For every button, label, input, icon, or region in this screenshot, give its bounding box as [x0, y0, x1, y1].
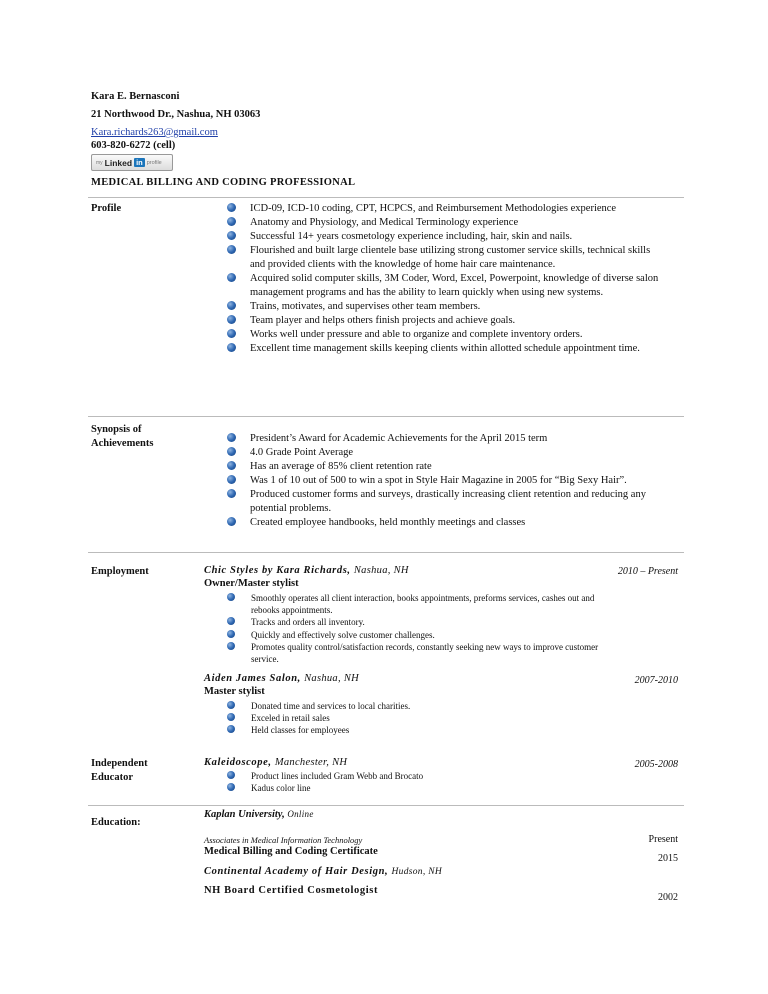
school-location: Hudson, NH — [391, 867, 442, 877]
list-item: Donated time and services to local charities. — [227, 700, 607, 712]
list-item: Acquired solid computer skills, 3M Coder, Word, Excel, Powerpoint, knowledge of diverse salon management programs and has the ability to learn quickly when using new systems. — [227, 272, 667, 300]
list-item: Flourished and built large clientele base utilizing strong customer service skills, technical skills and provided clients with the knowledge of home hair care maintenance. — [227, 244, 667, 272]
educator-label-line2: Educator — [91, 772, 133, 783]
bullet-icon — [227, 461, 236, 470]
bullet-icon — [227, 231, 236, 240]
bullet-icon — [227, 447, 236, 456]
list-item: Trains, motivates, and supervises other team members. — [227, 300, 667, 314]
certificate-date: 2015 — [658, 853, 678, 864]
list-item: Quickly and effectively solve customer challenges. — [227, 629, 607, 641]
bullet-icon — [227, 593, 235, 601]
job-dates: 2010 – Present — [617, 566, 678, 577]
list-item: Excellent time management skills keeping clients within allotted schedule appointment time. — [227, 342, 667, 356]
degree: Associates in Medical Information Technology — [204, 835, 363, 845]
bullet-icon — [227, 217, 236, 226]
list-item: Smoothly operates all client interaction, books appointments, preforms services, cashes out and rebooks appointments. — [227, 592, 607, 616]
bullet-icon — [227, 517, 236, 526]
employment-label: Employment — [91, 566, 149, 577]
job-dates: 2007-2010 — [634, 675, 678, 686]
contact-address: 21 Northwood Dr., Nashua, NH 03063 — [91, 109, 261, 120]
bullet-icon — [227, 329, 236, 338]
email-link[interactable]: Kara.richards263@gmail.com — [91, 127, 218, 138]
job-location: Nashua, NH — [304, 673, 360, 684]
divider — [88, 552, 684, 553]
linkedin-wordmark: Linked — [104, 157, 133, 168]
headline: MEDICAL BILLING AND CODING PROFESSIONAL — [91, 177, 356, 188]
linkedin-profile-badge[interactable] — [91, 154, 173, 171]
license: NH Board Certified Cosmetologist — [204, 885, 379, 896]
school-location: Online — [287, 809, 314, 819]
list-item: Anatomy and Physiology, and Medical Terminology experience — [227, 216, 667, 230]
bullet-icon — [227, 617, 235, 625]
license-date: 2002 — [658, 892, 678, 903]
job-duties-list — [227, 592, 607, 665]
list-item: Produced customer forms and surveys, drastically increasing client retention and reducing any potential problems. — [227, 488, 667, 516]
list-item: Tracks and orders all inventory. — [227, 616, 607, 628]
list-item: Successful 14+ years cosmetology experience including, hair, skin and nails. — [227, 230, 667, 244]
bullet-icon — [227, 783, 235, 791]
bullet-icon — [227, 475, 236, 484]
educator-label — [91, 757, 148, 785]
bullet-icon — [227, 245, 236, 254]
bullet-icon — [227, 273, 236, 282]
education-label: Education: — [91, 817, 141, 828]
bullet-icon — [227, 713, 235, 721]
list-item: Created employee handbooks, held monthly meetings and classes — [227, 516, 667, 530]
bullet-icon — [227, 203, 236, 212]
list-item: Works well under pressure and able to organize and complete inventory orders. — [227, 328, 667, 342]
achievements-label — [91, 423, 153, 451]
degree-date: Present — [648, 834, 678, 845]
bullet-icon — [227, 725, 235, 733]
achievements-label-line1: Synopsis of — [91, 424, 142, 435]
divider — [88, 805, 684, 806]
bullet-icon — [227, 771, 235, 779]
list-item: Was 1 of 10 out of 500 to win a spot in Style Hair Magazine in 2005 for “Big Sexy Hair”. — [227, 474, 667, 488]
school-name: Continental Academy of Hair Design, Hudson, NH — [204, 866, 442, 877]
list-item: Exceled in retail sales — [227, 712, 607, 724]
job-role: Owner/Master stylist — [204, 578, 299, 589]
list-item: ICD-09, ICD-10 coding, CPT, HCPCS, and Reimbursement Methodologies experience — [227, 202, 667, 216]
job-company: Chic Styles by Kara Richards, Nashua, NH — [204, 565, 409, 576]
linkedin-profile-text: profile — [146, 159, 162, 166]
certificate: Medical Billing and Coding Certificate — [204, 846, 378, 857]
educator-label-line1: Independent — [91, 758, 148, 769]
bullet-icon — [227, 489, 236, 498]
educator-company: Kaleidoscope, Manchester, NH — [204, 757, 348, 768]
list-item: Team player and helps others finish projects and achieve goals. — [227, 314, 667, 328]
educator-location: Manchester, NH — [274, 757, 348, 768]
list-item: Kadus color line — [227, 782, 607, 794]
list-item: Promotes quality control/satisfaction records, constantly seeking new ways to improve customer service. — [227, 641, 607, 665]
list-item: Held classes for employees — [227, 724, 607, 736]
bullet-icon — [227, 433, 236, 442]
achievements-list — [227, 432, 667, 530]
list-item: Product lines included Gram Webb and Brocato — [227, 770, 607, 782]
achievements-label-line2: Achievements — [91, 438, 154, 449]
bullet-icon — [227, 642, 235, 650]
contact-phone: 603-820-6272 (cell) — [91, 140, 176, 151]
educator-dates: 2005-2008 — [634, 759, 678, 770]
job-company: Aiden James Salon, Nashua, NH — [204, 673, 360, 684]
contact-name: Kara E. Bernasconi — [91, 91, 180, 102]
educator-list — [227, 770, 607, 794]
bullet-icon — [227, 701, 235, 709]
list-item: 4.0 Grade Point Average — [227, 446, 667, 460]
bullet-icon — [227, 343, 236, 352]
linkedin-my: my — [96, 159, 103, 166]
profile-list — [227, 202, 667, 356]
profile-label: Profile — [91, 203, 122, 214]
divider — [88, 416, 684, 417]
school-name: Kaplan University, Online — [204, 809, 314, 820]
bullet-icon — [227, 630, 235, 638]
linkedin-in-icon: in — [136, 158, 143, 167]
bullet-icon — [227, 315, 236, 324]
job-location: Nashua, NH — [353, 565, 409, 576]
divider — [88, 197, 684, 198]
job-role: Master stylist — [204, 686, 265, 697]
bullet-icon — [227, 301, 236, 310]
list-item: President’s Award for Academic Achievements for the April 2015 term — [227, 432, 667, 446]
job-duties-list — [227, 700, 607, 737]
list-item: Has an average of 85% client retention rate — [227, 460, 667, 474]
